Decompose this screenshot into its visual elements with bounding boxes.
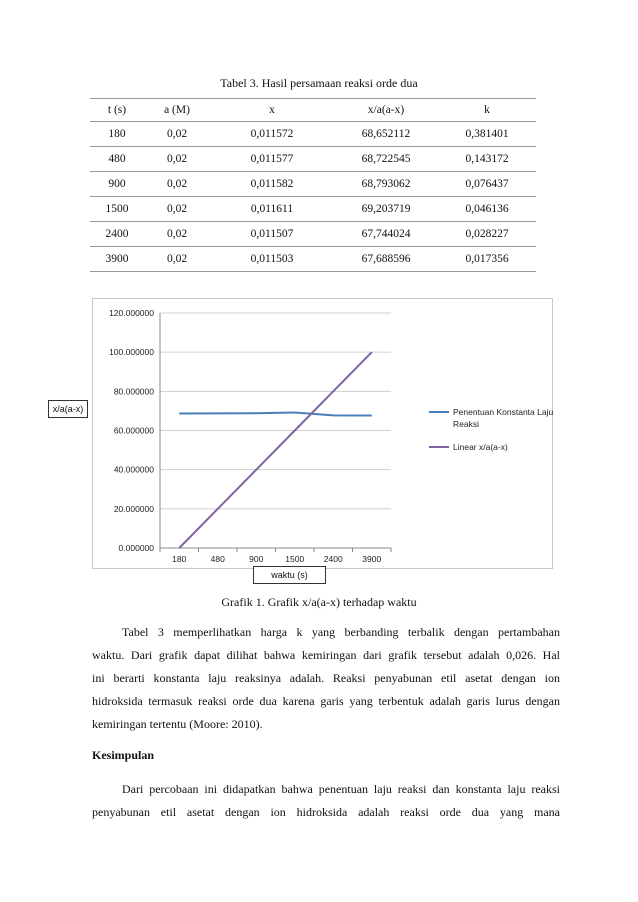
y-tick-label: 0.000000 — [118, 543, 154, 553]
text-line: kemiringan tertentu (Moore: 2010). — [92, 717, 263, 731]
legend-label: Penentuan Konstanta Laju Reaksi — [453, 407, 554, 429]
y-tick-label: 40.000000 — [113, 464, 154, 475]
series-line-2 — [179, 352, 372, 548]
table-cell: 68,793062 — [334, 172, 438, 197]
legend-label: Linear x/a(a-x) — [453, 442, 508, 452]
table-cell: 0,143172 — [438, 147, 536, 172]
table-cell: 0,011507 — [210, 222, 334, 247]
text-line: waktu. Dari grafik dapat dilihat bahwa kemiringan dari grafik tersebut adalah 0,026. Hal — [92, 648, 560, 662]
table-row — [90, 197, 536, 222]
table-cell: 0,011572 — [210, 122, 334, 147]
table-row — [90, 147, 536, 172]
table-cell: 0,011611 — [210, 197, 334, 222]
x-tick-label: 900 — [249, 554, 264, 564]
column-header: x/a(a-x) — [334, 99, 438, 122]
table-row — [90, 172, 536, 197]
line-chart — [93, 299, 554, 570]
table-row — [90, 122, 536, 147]
y-tick-label: 120.000000 — [109, 308, 154, 318]
x-axis-label: waktu (s) — [253, 566, 326, 584]
discussion-paragraph — [92, 621, 560, 736]
y-tick-label: 60.000000 — [113, 425, 154, 436]
table-cell: 3900 — [90, 247, 144, 272]
table-cell: 0,046136 — [438, 197, 536, 222]
y-tick-label: 80.000000 — [113, 386, 154, 397]
x-tick-label: 3900 — [362, 554, 382, 564]
table-cell: 0,02 — [144, 172, 210, 197]
table-cell: 0,017356 — [438, 247, 536, 272]
text-line: penyabunan etil asetat dengan ion hidroksida adalah reaksi orde dua yang mana — [92, 805, 560, 819]
text-line: Dari percobaan ini didapatkan bahwa penentuan laju reaksi dan konstanta laju reaksi — [122, 782, 560, 796]
column-header: x — [210, 99, 334, 122]
chart-container — [92, 298, 553, 569]
x-tick-label: 2400 — [323, 554, 343, 564]
y-tick-label: 100.000000 — [109, 347, 154, 358]
table-cell: 0,028227 — [438, 222, 536, 247]
table-header-row — [90, 99, 536, 122]
table-cell: 0,011577 — [210, 147, 334, 172]
text-line: Tabel 3 memperlihatkan harga k yang berbanding terbalik dengan pertambahan — [122, 625, 560, 639]
table-row — [90, 247, 536, 272]
table-cell: 180 — [90, 122, 144, 147]
text-line: ini berarti konstanta laju reaksinya adalah. Reaksi penyabunan etil asetat dengan ion — [92, 671, 560, 685]
text-line: hidroksida termasuk reaksi orde dua karena garis yang terbentuk adalah garis lurus dengan — [92, 694, 560, 708]
table-cell: 0,381401 — [438, 122, 536, 147]
table-cell: 0,076437 — [438, 172, 536, 197]
x-tick-label: 480 — [210, 554, 225, 564]
table-cell: 480 — [90, 147, 144, 172]
table-cell: 900 — [90, 172, 144, 197]
table-cell: 0,02 — [144, 122, 210, 147]
y-tick-label: 20.000000 — [113, 503, 154, 514]
table-cell: 67,688596 — [334, 247, 438, 272]
table-cell: 0,02 — [144, 247, 210, 272]
table-cell: 0,02 — [144, 197, 210, 222]
x-tick-label: 180 — [172, 554, 187, 564]
figure-caption: Grafik 1. Grafik x/a(a-x) terhadap waktu — [221, 595, 417, 609]
table-cell: 0,011503 — [210, 247, 334, 272]
table-cell: 68,652112 — [334, 122, 438, 147]
table-caption: Tabel 3. Hasil persamaan reaksi orde dua — [220, 76, 418, 90]
table-cell: 68,722545 — [334, 147, 438, 172]
table-row — [90, 222, 536, 247]
table-cell: 0,02 — [144, 222, 210, 247]
x-tick-label: 1500 — [285, 554, 305, 564]
column-header: k — [438, 99, 536, 122]
table-cell: 1500 — [90, 197, 144, 222]
table-cell: 0,011582 — [210, 172, 334, 197]
y-axis-label: x/a(a-x) — [48, 400, 88, 418]
conclusion-paragraph — [92, 778, 560, 824]
table-cell: 0,02 — [144, 147, 210, 172]
table-cell: 69,203719 — [334, 197, 438, 222]
section-heading: Kesimpulan — [92, 748, 155, 762]
table-cell: 67,744024 — [334, 222, 438, 247]
series-line-1 — [179, 412, 372, 415]
column-header: t (s) — [90, 99, 144, 122]
results-table — [90, 98, 536, 272]
table-cell: 2400 — [90, 222, 144, 247]
column-header: a (M) — [144, 99, 210, 122]
